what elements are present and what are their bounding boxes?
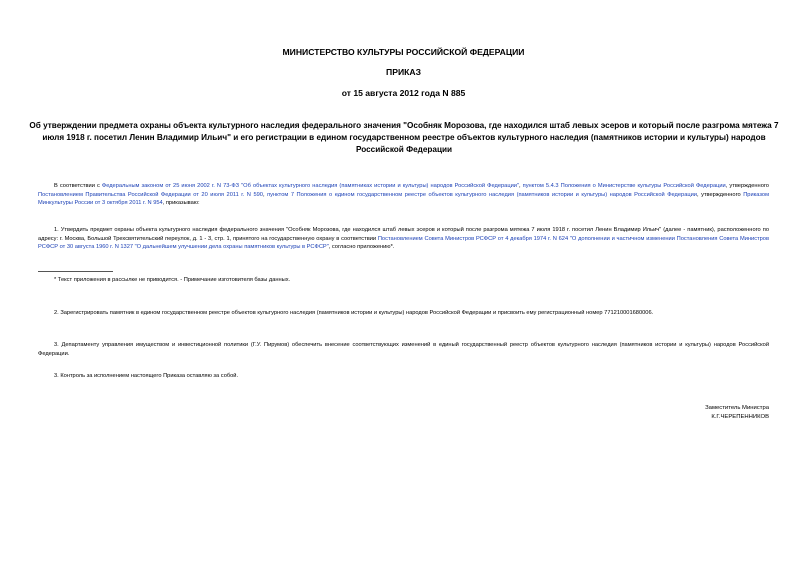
footnote-divider	[38, 271, 113, 272]
doc-title: Об утверждении предмета охраны объекта культурного наследия федерального значения "Особняк Морозова, где находился штаб левых эсеров и который после разгрома мятежа 7 июля 1918 г. посетил Ленин Владимир Ильич" и его регистрации в едином государственном реестре объектов культурного наследия (памятников истории и культуры) народов Российской Федерации	[29, 121, 779, 154]
preamble-text: ,	[262, 191, 268, 198]
link-ministry-regulation[interactable]: пунктом 5.4.3 Положения о Министерстве культуры Российской Федерации	[522, 183, 726, 189]
footnote: * Текст приложения в рассылке не приводится. - Примечание изготовителя базы данных.	[54, 277, 291, 283]
signature-position: Заместитель Министра	[705, 405, 769, 411]
ministry-heading: МИНИСТЕРСТВО КУЛЬТУРЫ РОССИЙСКОЙ ФЕДЕРАЦИИ	[282, 47, 525, 57]
doc-type: ПРИКАЗ	[386, 67, 421, 77]
item-2-paragraph: 2. Зарегистрировать памятник в едином государственном реестре объектов культурного наследия (памятников истории и культуры) народов Российской Федерации и присвоить ему регистрационный номер 771210001680006.	[54, 310, 654, 316]
item-3-paragraph: 3. Департаменту управления имуществом и инвестиционной политики (Г.У. Пирумов) обеспечить внесение соответствующих изменений в единый государственный реестр объектов культурного наследия (памятников истории и культуры) народов Российской Федерации.	[38, 342, 769, 357]
item-4-paragraph: 3. Контроль за исполнением настоящего Приказа оставляю за собой.	[54, 373, 239, 379]
preamble-text: , утвержденного	[696, 191, 744, 198]
link-rsfsr-resolution[interactable]: Постановлением Совета Министров РСФСР от 4 декабря 1974 г. N 624 "О дополнении и частичном изменении Постановления Совета Министров РСФСР от 30 августа 1960 г. N 1327 "О дальнейшем улучшении дела охраны памятников культуры в РСФСР"	[38, 235, 769, 251]
preamble-text: , утвержденного	[725, 183, 769, 189]
preamble-text: , приказываю:	[162, 200, 200, 207]
signature-name: К.Г.ЧЕРЕПЕННИКОВ	[711, 414, 769, 420]
link-minculture-order[interactable]: Приказом Минкультуры России от 3 октября 2011 г. N 954	[38, 191, 769, 207]
doc-date: от 15 августа 2012 года N 885	[341, 88, 466, 98]
item-1-paragraph	[38, 226, 769, 252]
item-1-text: , согласно приложению*.	[328, 244, 395, 251]
preamble-text: В соответствии с	[54, 183, 102, 189]
link-government-resolution[interactable]: Постановлением Правительства Российской Федерации от 20 июля 2011 г. N 590	[38, 191, 263, 198]
link-registry-regulation[interactable]: пунктом 7 Положения о едином государственном реестре объектов культурного наследия (памятников истории и культуры) народов Российской Федерации	[267, 191, 697, 198]
link-federal-law[interactable]: Федеральным законом от 25 июня 2002 г. N 73-ФЗ "Об объектах культурного наследия (памятниках истории и культуры) народов Российской Федерации"	[101, 183, 519, 189]
preamble-paragraph	[38, 182, 769, 208]
preamble-text: ,	[518, 183, 523, 189]
item-1-text: 1. Утвердить предмет охраны объекта культурного наследия федерального значения "Особняк Морозова, где находился штаб левых эсеров и который после разгрома мятежа 7 июля 1918 г. посетил Ленин Владимир Ильич" (далее - памятник), расположенного по адресу: г. Москва, Большой Трехсвятительский переулок, д. 1 - 3, стр. 1, принятого на государственную охрану в соответствии	[38, 227, 769, 242]
